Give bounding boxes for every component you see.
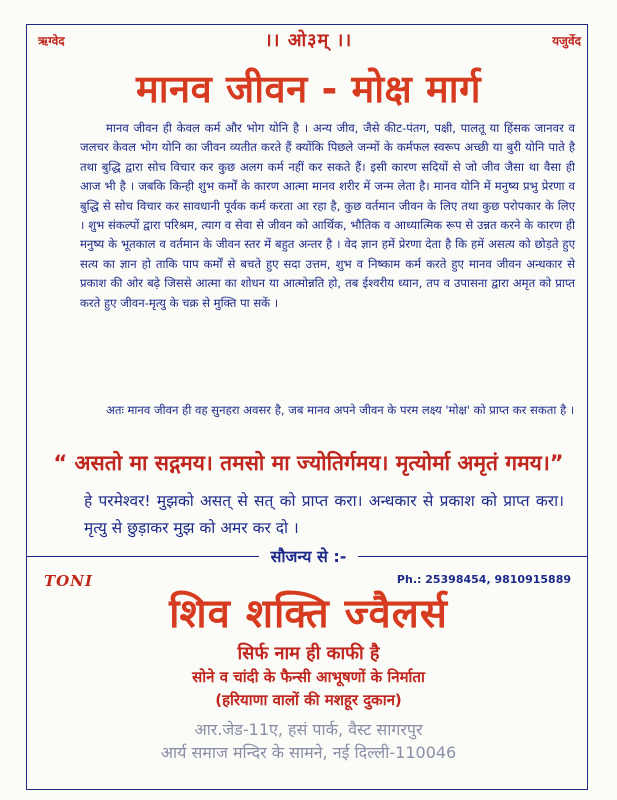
rigveda-label: ऋग्वेद [38,34,65,48]
page-title: मानव जीवन - मोक्ष मार्ग [135,67,481,111]
prayer-text: हे परमेश्वर! मुझको असत् से सत् को प्राप्त करा। अन्धकार से प्रकाश को प्राप्त करा। मृत्यु से छुड़ाकर मुझ को अमर कर दो । [84,492,564,537]
courtesy-heading [0,543,617,569]
phone-number: Ph.: 25398454, 9810915889 [396,573,571,586]
courtesy-label: सौजन्य से :- [259,543,359,569]
shop-description: सोने व चांदी के फैन्सी आभूषणों के निर्माता [192,668,425,686]
yajurveda-label: यजुर्वेद [552,34,581,48]
address-line-1: आर.जेड-11ए, हसं पार्क, वैस्ट सागरपुर [194,720,423,739]
shop-note: (हरियाणा वालों की मशहूर दुकान) [215,691,402,709]
main-paragraph: मानव जीवन ही केवल कर्म और भोग योनि है । अन्य जीव, जैसे कीट-पंतग, पक्षी, पालतू या हिंसक जानवर व जलचर केवल भोग योनि का जीवन व्यतीत करते हैं क्योंकि पिछले जन्मों के कर्मफल स्वरूप अच्छी या बुरी योनि पाते है तथा बुद्धि द्वारा सोच विचार कर कुछ अलग कर्म नहीं कर सकते हैं। इसी कारण सदियों से जो जीव जैसा था वैसा ही आज भी है । जबकि किन्ही शुभ कर्मों के कारण आत्मा मानव शरीर में जन्म लेता है। मानव योनि में मनुष्य प्रभु प्रेरणा व बुद्धि से सोच विचार कर सावधानी पूर्वक कर्म करता आ रहा है, कुछ वर्तमान जीवन के लिए तथा कुछ परोपकार के लिए । शुभ संकल्पों द्वारा परिश्रम, त्याग व सेवा से जीवन को आर्थिक, भौतिक व आध्यात्मिक रूप से उन्नत करने के कारण ही मनुष्य के भूतकाल व वर्तमान के जीवन स्तर में बहुत अन्तर है । वेद ज्ञान हमें प्रेरणा देता है कि हमें असत्य को छोड़ते हुए सत्य का ज्ञान हो ताकि पाप कर्मों से बचते हुए सदा उत्तम, शुभ व निष्काम कर्म करते हुए मानव जीवन अन्धकार से प्रकाश की ओर बढ़े जिससे आत्मा का शोधन या आत्मोन्नति हो, तब ईश्वरीय ध्यान, तप व उपासना द्वारा अमृत को प्राप्त करते हुए जीवन-मृत्यु के चक्र से मुक्ति पा सकें । [80,121,575,310]
mantra-quote: “ असतो मा सद्गमय। तमसो मा ज्योतिर्गमय। मृत्योर्मा अमृतं गमय।” [53,451,564,475]
shop-name: शिव शक्ति ज्वैलर्स [169,591,448,637]
conclusion-paragraph: अतः मानव जीवन ही वह सुनहरा अवसर है, जब मानव अपने जीवन के परम लक्ष्य 'मोक्ष' को प्राप्त कर सकता है । [106,403,575,417]
address-line-2: आर्य समाज मन्दिर के सामने, नई दिल्ली-110046 [160,743,457,762]
shop-tagline: सिर्फ नाम ही काफी है [237,643,380,664]
brand-logo: TONI [44,572,93,590]
om-heading: ।। ओ३म् ।। [264,30,353,51]
